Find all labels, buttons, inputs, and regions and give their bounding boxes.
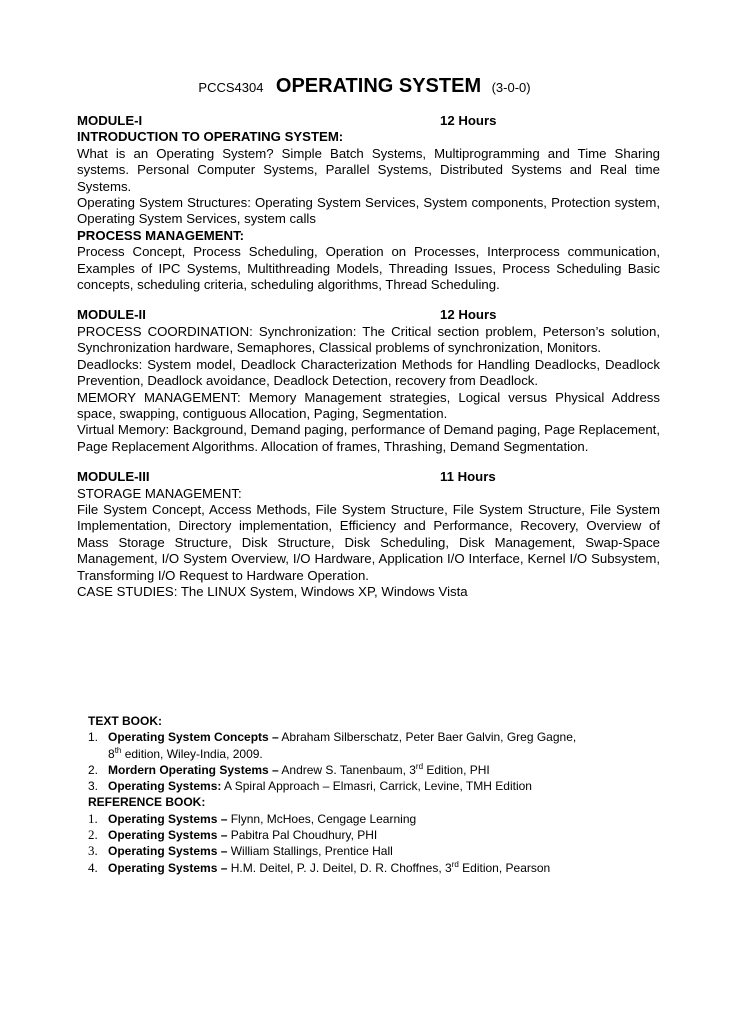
book-title: Operating Systems – — [108, 844, 228, 859]
module-hours: 12 Hours — [440, 113, 497, 128]
course-code: PCCS4304 — [198, 80, 264, 95]
reference-item: 3. Operating Systems – William Stallings, Prentice Hall — [88, 843, 393, 859]
module-1-header — [77, 113, 660, 129]
module-label: MODULE-III — [77, 469, 150, 485]
paragraph: PROCESS COORDINATION: Synchronization: The Critical section problem, Peterson’s solution, Synchronization hardware, Semaphores, Classical problems of synchronization, Monitors. — [77, 323, 660, 356]
paragraph: MEMORY MANAGEMENT: Memory Management strategies, Logical versus Physical Address space, swapping, contiguous Allocation, Paging, Segmentation. — [77, 389, 660, 421]
paragraph: CASE STUDIES: The LINUX System, Windows XP, Windows Vista — [77, 583, 468, 599]
reference-heading: REFERENCE BOOK: — [88, 795, 206, 810]
section-heading: STORAGE MANAGEMENT: — [77, 485, 242, 501]
paragraph: What is an Operating System? Simple Batch Systems, Multiprogramming and Time Sharing systems. Personal Computer Systems, Parallel Systems, Distributed Systems and Real time Systems. — [77, 145, 660, 194]
course-name: OPERATING SYSTEM — [275, 75, 482, 97]
paragraph: File System Concept, Access Methods, File System Structure, File System Structure, File System Implementation, Directory implementation, Efficiency and Performance, Recovery, Overview of Mass Storage Structure, Disk Structure, Disk Scheduling, Disk Management, Swap-Space Management, I/O System Overview, I/O Hardware, Application I/O Interface, Kernel I/O Subsystem, Transforming I/O Request to Hardware Operation. — [77, 501, 660, 583]
paragraph: Process Concept, Process Scheduling, Operation on Processes, Interprocess communication, Examples of IPC Systems, Multithreading Models, Threading Issues, Process Scheduling Basic concepts, scheduling criteria, scheduling algorithms, Thread Scheduling. — [77, 244, 660, 293]
module-label: MODULE-II — [77, 307, 146, 323]
textbook-item: 3. Operating Systems: A Spiral Approach – Elmasri, Carrick, Levine, TMH Edition — [88, 779, 532, 794]
reference-item: 1. Operating Systems – Flynn, McHoes, Cengage Learning — [88, 810, 417, 826]
section-heading: PROCESS MANAGEMENT: — [77, 227, 245, 243]
module-3-header — [77, 469, 660, 485]
module-hours: 11 Hours — [440, 469, 496, 485]
textbook-heading: TEXT BOOK: — [88, 714, 162, 728]
module-label: MODULE-I — [77, 113, 143, 128]
book-title: Operating Systems: — [108, 779, 222, 794]
reference-item: 2. Operating Systems – Pabitra Pal Choudhury, PHI — [88, 827, 378, 843]
modules — [77, 113, 660, 600]
book-lists — [88, 713, 668, 876]
paragraph: Virtual Memory: Background, Demand paging, performance of Demand paging, Page Replacement, Page Replacement Algorithms. Allocation of frames, Thrashing, Demand Segmentation. — [77, 422, 660, 454]
module-hours: 12 Hours — [440, 307, 497, 323]
textbook-item: 2. Mordern Operating Systems – Andrew S. Tanenbaum, 3rd Edition, PHI — [88, 761, 490, 777]
book-title: Mordern Operating Systems – — [108, 762, 279, 777]
module-2-header — [77, 307, 660, 323]
book-title: Operating Systems – — [108, 811, 228, 826]
book-title: Operating Systems – — [108, 828, 228, 843]
paragraph: Deadlocks: System model, Deadlock Characterization Methods for Handling Deadlocks, Deadlock Prevention, Deadlock avoidance, Deadlock Detection, recovery from Deadlock. — [77, 356, 660, 389]
book-title: Operating Systems – — [108, 860, 228, 875]
book-title: Operating System Concepts – — [108, 730, 279, 745]
paragraph: Operating System Structures: Operating System Services, System components, Protection system, Operating System Services, system calls — [77, 195, 660, 227]
textbook-item: 1. Operating System Concepts – Abraham Silberschatz, Peter Baer Galvin, Greg Gagne, 8th edition, Wiley-India, 2009. — [88, 730, 577, 761]
course-credit: (3-0-0) — [491, 80, 531, 95]
section-heading: INTRODUCTION TO OPERATING SYSTEM: — [77, 129, 344, 145]
reference-item: 4. Operating Systems – H.M. Deitel, P. J. Deitel, D. R. Choffnes, 3rd Edition, Pearson — [88, 859, 551, 875]
course-title — [0, 75, 729, 98]
